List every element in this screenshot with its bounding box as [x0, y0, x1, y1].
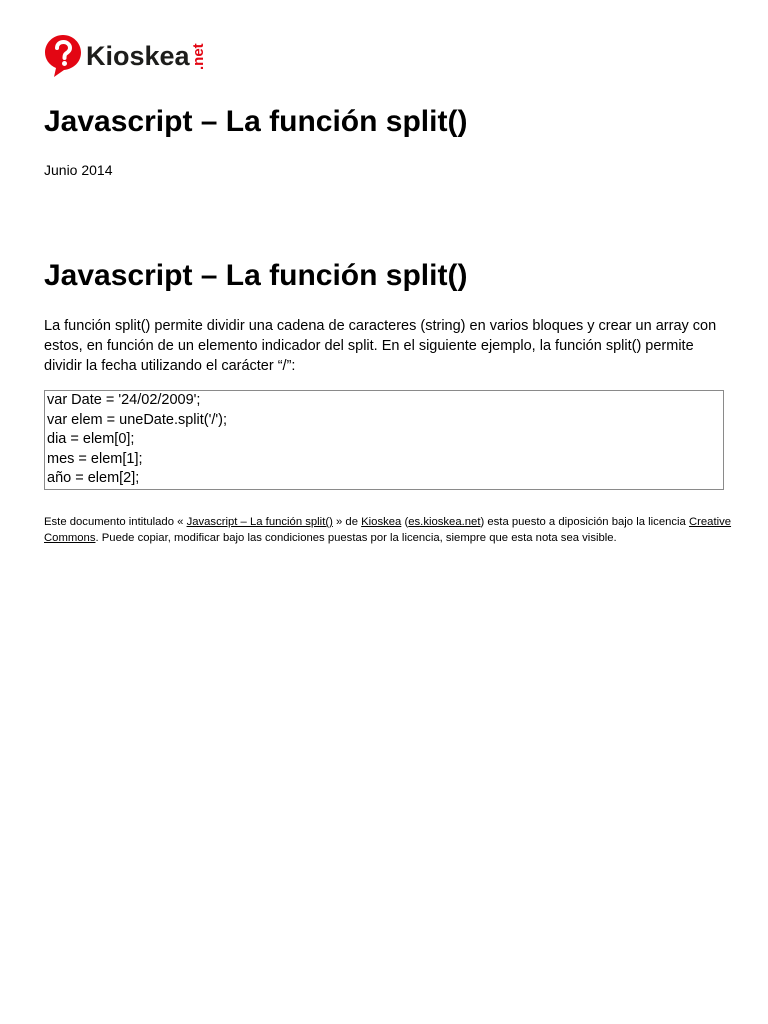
footer-text: . Puede copiar, modificar bajo las condiciones puestas por la licencia, siempre que esta nota sea visible. [95, 532, 617, 544]
question-bubble-icon [44, 34, 82, 78]
license-notice [44, 514, 734, 546]
author-link[interactable]: Kioskea [361, 516, 402, 528]
code-line: var elem = uneDate.split('/'); [47, 411, 228, 428]
footer-text: ( [401, 516, 409, 528]
logo-wordmark: Kioskea [86, 41, 190, 71]
article-link[interactable]: Javascript – La función split() [186, 516, 333, 528]
publication-date: Junio 2014 [44, 162, 113, 178]
code-line: dia = elem[0]; [47, 431, 135, 448]
code-line: mes = elem[1]; [47, 450, 143, 467]
footer-text: ) esta puesto a diposición bajo la licencia [480, 516, 689, 528]
code-block [44, 390, 724, 490]
section-title: Javascript – La función split() [44, 259, 468, 292]
footer-text: » de [332, 516, 362, 528]
footer-text: Este documento intitulado « [44, 516, 187, 528]
page-title: Javascript – La función split() [44, 105, 468, 138]
license-link[interactable]: Creative Commons [44, 516, 732, 544]
code-line: año = elem[2]; [47, 470, 140, 487]
kioskea-logo[interactable]: Kioskea .net [44, 34, 190, 78]
site-link[interactable]: es.kioskea.net [408, 516, 481, 528]
intro-paragraph: La función split() permite dividir una cadena de caracteres (string) en varios bloques y crear un array con estos, en función de un elemento indicador del split. En el siguiente ejemplo, la función split() permite dividir la fecha utilizando el carácter “/”: [44, 318, 717, 374]
code-line: var Date = '24/02/2009'; [47, 392, 201, 408]
